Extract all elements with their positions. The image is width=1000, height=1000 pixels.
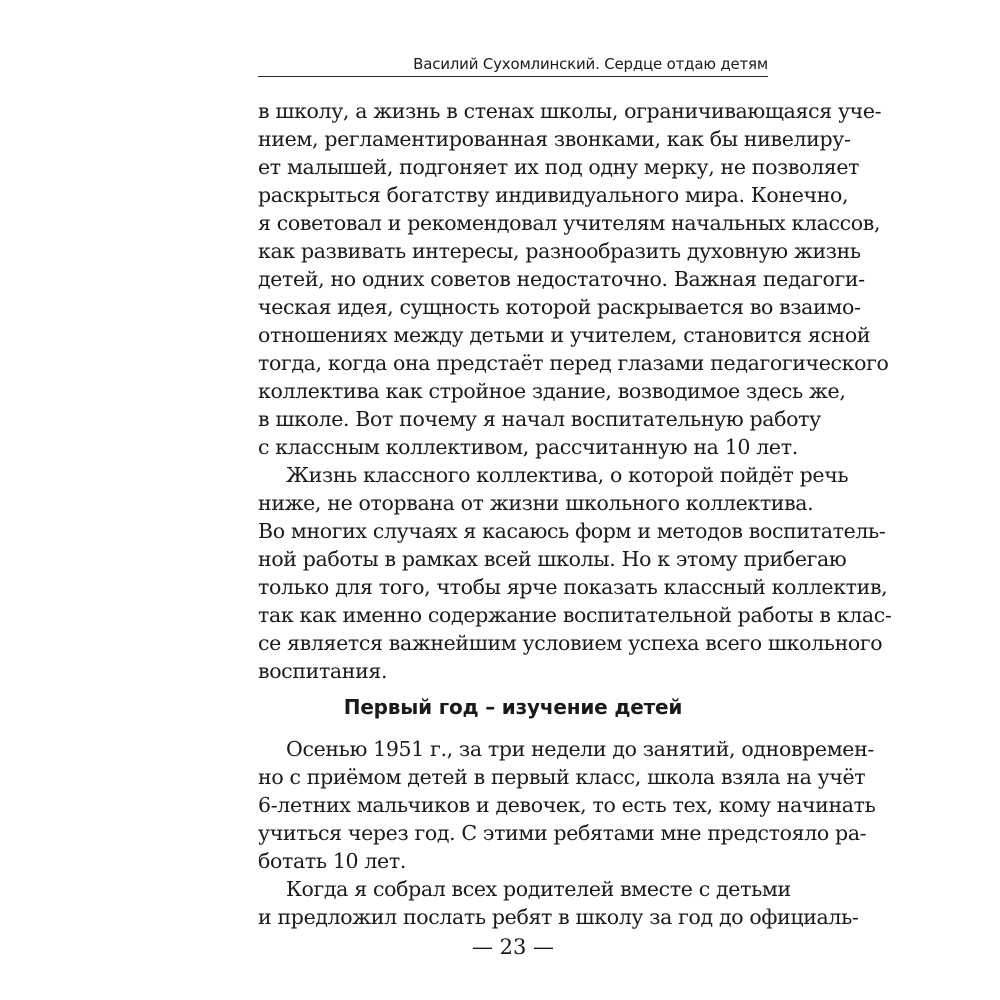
text-line: Когда я собрал всех родителей вместе с детьми [286,877,791,901]
text-line: учиться через год. С этими ребятами мне предстояло ра- [258,821,867,845]
section-heading: Первый год – изучение детей [343,695,683,719]
text-line: ной работы в рамках всей школы. Но к этому прибегаю [258,547,847,571]
text-line: я советовал и рекомендовал учителям начальных классов, [258,211,881,235]
text-line: тогда, когда она предстаёт перед глазами педагогического [258,351,889,375]
text-line: детей, но одних советов недостаточно. Важная педагоги- [258,267,865,291]
text-line: в школе. Вот почему я начал воспитательную работу [258,407,821,431]
text-line: Жизнь классного коллектива, о которой пойдёт речь [286,463,849,487]
text-line: ет малышей, подгоняет их под одну мерку, не позволяет [258,155,860,179]
text-line: с классным коллективом, рассчитанную на 10 лет. [258,435,798,459]
text-line: коллектива как стройное здание, возводимое здесь же, [258,379,846,403]
page-number: — 23 — [471,935,555,959]
text-line: нием, регламентированная звонками, как бы нивелиру- [258,127,851,151]
text-line: Осенью 1951 г., за три недели до занятий, одновремен- [286,737,874,761]
running-header [258,52,768,77]
text-line: раскрыться богатству индивидуального мира. Конечно, [258,183,849,207]
text-line: как развивать интересы, разнообразить духовную жизнь [258,239,861,263]
text-line: воспитания. [258,659,388,683]
running-header-title: Василий Сухомлинский. Сердце отдаю детям [413,55,768,73]
text-line: се является важнейшим условием успеха всего школьного [258,631,883,655]
text-line: ческая идея, сущность которой раскрывается во взаимо- [258,295,861,319]
text-line: но с приёмом детей в первый класс, школа взяла на учёт [258,765,866,789]
text-line: в школу, а жизнь в стенах школы, ограничивающаяся уче- [258,99,882,123]
text-line: только для того, чтобы ярче показать классный коллектив, [258,575,888,599]
text-line: так как именно содержание воспитательной работы в клас- [258,603,892,627]
text-line: отношениях между детьми и учителем, становится ясной [258,323,871,347]
text-line: ниже, не оторвана от жизни школьного коллектива. [258,491,814,515]
text-line: 6-летних мальчиков и девочек, то есть тех, кому начинать [258,793,876,817]
text-line: Во многих случаях я касаюсь форм и методов воспитатель- [258,519,886,543]
text-line: ботать 10 лет. [258,849,406,873]
text-line: и предложил послать ребят в школу за год до официаль- [258,905,859,929]
